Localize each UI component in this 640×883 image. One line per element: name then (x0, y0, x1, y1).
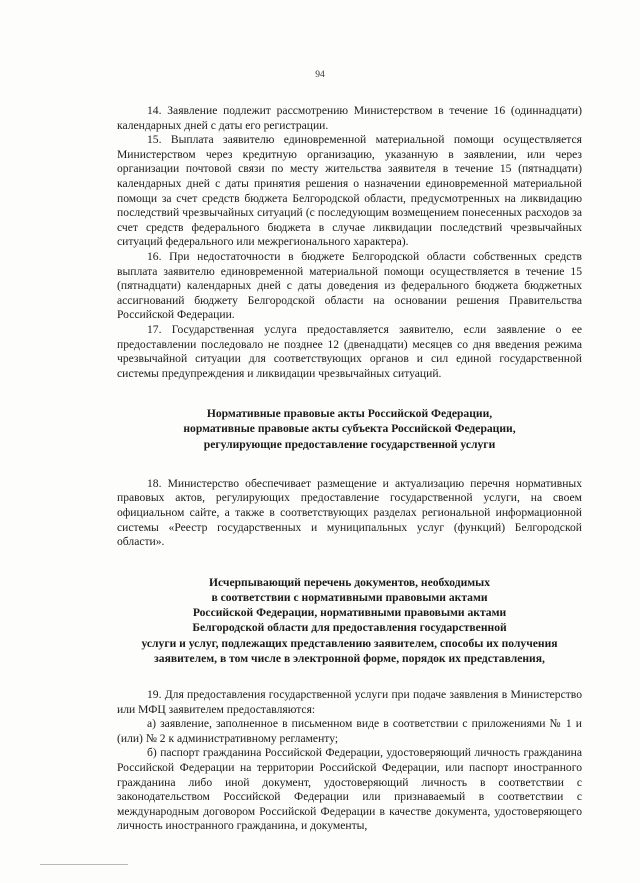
heading-line: Исчерпывающий перечень документов, необходимых (208, 575, 491, 589)
heading-line: Российской Федерации, нормативными правовыми актами (192, 606, 507, 620)
heading-line: Белгородской области для предоставления государственной (192, 621, 507, 635)
paragraph-18: 18. Министерство обеспечивает размещение и актуализацию перечня нормативных правовых актов, регулирующих предоставление государственной услуги, на своем официальном сайте, а также в соответствующих разделах региональной информационной системы «Реестр государственных и муниципальных услуг (функций) Белгородской области». (117, 476, 582, 549)
paragraph-19-a: а) заявление, заполненное в письменном виде в соответствии с приложениями № 1 и (или) № 2 к административному регламенту; (117, 717, 582, 745)
page-number: 94 (315, 70, 325, 80)
paragraph-19-b: б) паспорт гражданина Российской Федерации, удостоверяющий личность гражданина Российской Федерации на территории Российской Федерации, или паспорт иностранного гражданина либо иной документ, удостоверяющий личность в соответствии с законодательством Российской Федерации или признаваемый в соответствии с международным договором Российской Федерации в качестве документа, удостоверяющего личность иностранного гражданина, и документы, (117, 746, 582, 833)
paragraph-14: 14. Заявление подлежит рассмотрению Министерством в течение 16 (одиннадцати) календарных дней с даты его регистрации. (117, 104, 582, 132)
paragraph-17: 17. Государственная услуга предоставляется заявителю, если заявление о ее предоставлении последовало не позднее 12 (двенадцати) месяцев со дня введения режима чрезвычайной ситуации для соответствующих органов и сил единой государственной системы предупреждения и ликвидации чрезвычайных ситуаций. (117, 322, 582, 380)
heading-line: Нормативные правовые акты Российской Федерации, (206, 407, 493, 421)
section-heading-legal-acts (117, 406, 582, 452)
footer-divider (40, 864, 128, 865)
paragraph-16: 16. При недостаточности в бюджете Белгородской области собственных средств выплата заявителю единовременной материальной помощи осуществляется в течение 15 (пятнадцати) календарных дней с даты доведения из федерального бюджета бюджетных ассигнований бюджету Белгородской области на основании решения Правительства Российской Федерации. (117, 249, 582, 322)
heading-line: услуги и услуг, подлежащих представлению заявителем, способы их получения (141, 636, 558, 650)
heading-line: заявителем, в том числе в электронной форме, порядок их представления, (154, 651, 545, 665)
heading-line: нормативные правовые акты субъекта Российской Федерации, (183, 422, 516, 436)
paragraph-19: 19. Для предоставления государственной услуги при подаче заявления в Министерство или МФЦ заявителем предоставляются: (117, 688, 582, 716)
heading-line: регулирующие предоставление государственной услуги (203, 437, 496, 451)
section-heading-documents (117, 575, 582, 666)
document-body (117, 104, 582, 834)
paragraph-15: 15. Выплата заявителю единовременной материальной помощи осуществляется Министерством через кредитную организацию, указанную в заявлении, или через организации почтовой связи по месту жительства заявителя в течение 15 (пятнадцати) календарных дней с даты принятия решения о назначении единовременной материальной помощи за счет средств бюджета Белгородской области, предусмотренных на ликвидацию последствий чрезвычайных ситуаций (с последующим возмещением понесенных расходов за счет средств федерального бюджета в случае ликвидации последствий чрезвычайных ситуаций федерального или межрегионального характера). (117, 133, 582, 249)
heading-line: в соответствии с нормативными правовыми актами (211, 591, 488, 605)
